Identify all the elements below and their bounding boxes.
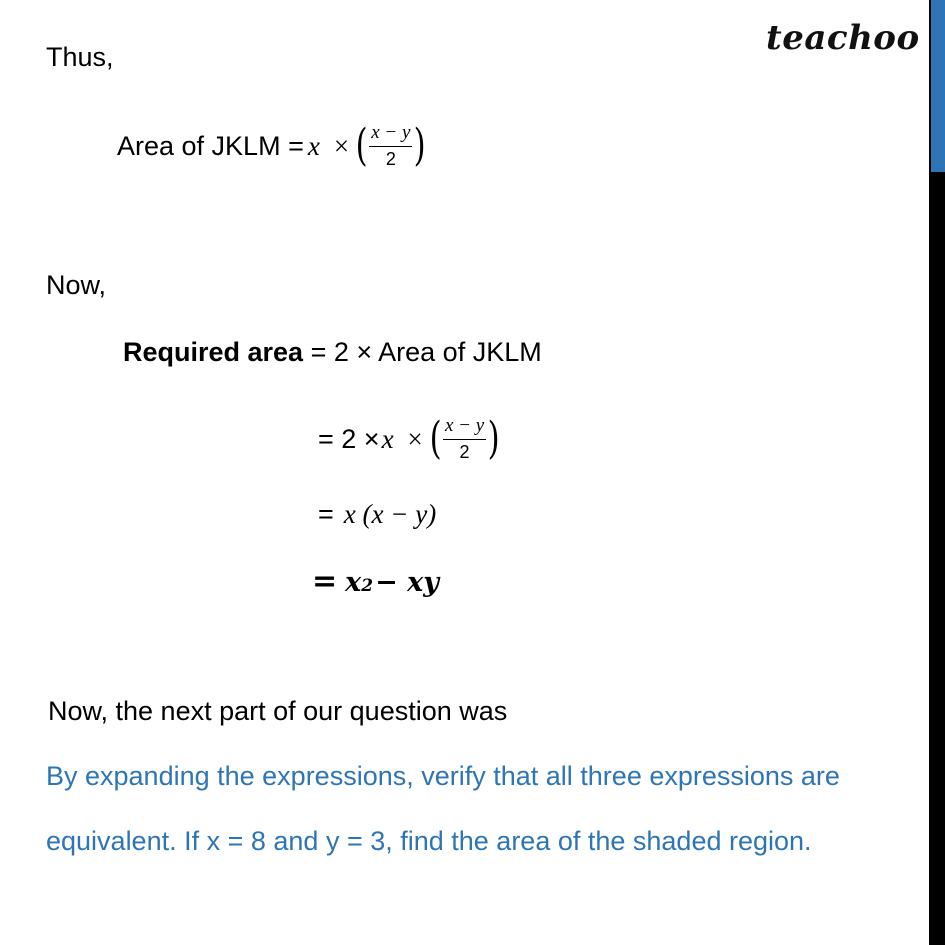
step1-fraction	[427, 415, 503, 463]
step2-equals: =	[318, 499, 334, 529]
scrollbar-thumb[interactable]	[931, 0, 945, 172]
var-x: x	[307, 130, 320, 161]
question-line-2: equivalent. If x = 8 and y = 3, find the area of the shaded region.	[46, 826, 812, 856]
left-paren: (	[355, 120, 368, 171]
area-label: Area of JKLM =	[117, 130, 304, 161]
final-equals: =	[312, 564, 338, 599]
step1-prefix: = 2 ×	[318, 423, 380, 454]
step1-fraction-denominator: 2	[459, 442, 470, 462]
fraction-denominator: 2	[385, 149, 396, 169]
fraction-numerator: x − y	[369, 122, 412, 147]
required-area-rest: = 2 × Area of JKLM	[303, 337, 542, 367]
times-sign: ×	[333, 130, 350, 161]
final-rest: − xy	[375, 567, 439, 598]
next-part-text: Now, the next part of our question was	[48, 696, 508, 726]
step1-var-x: x	[381, 423, 394, 454]
step1-times-sign: ×	[407, 423, 423, 454]
final-result-line: = x 2 − xy	[312, 564, 439, 599]
question-line-1: By expanding the expressions, verify that all three expressions are	[46, 761, 840, 791]
right-paren: )	[413, 120, 427, 171]
step1-left-paren: (	[429, 413, 442, 464]
required-area-line	[123, 339, 542, 366]
area-jklm-line	[117, 112, 429, 180]
fraction-x-minus-y-over-2	[353, 122, 429, 170]
now-text: Now,	[46, 270, 107, 300]
final-x: x	[345, 567, 362, 598]
step2-expression: x (x − y)	[343, 499, 437, 529]
teachoo-logo: teachoo	[766, 18, 920, 58]
step1-line	[318, 405, 502, 473]
required-area-label: Required area	[123, 337, 304, 367]
step1-right-paren: )	[487, 413, 500, 464]
thus-text: Thus,	[46, 42, 114, 72]
step1-fraction-numerator: x − y	[443, 415, 486, 440]
step2-line	[318, 501, 436, 528]
